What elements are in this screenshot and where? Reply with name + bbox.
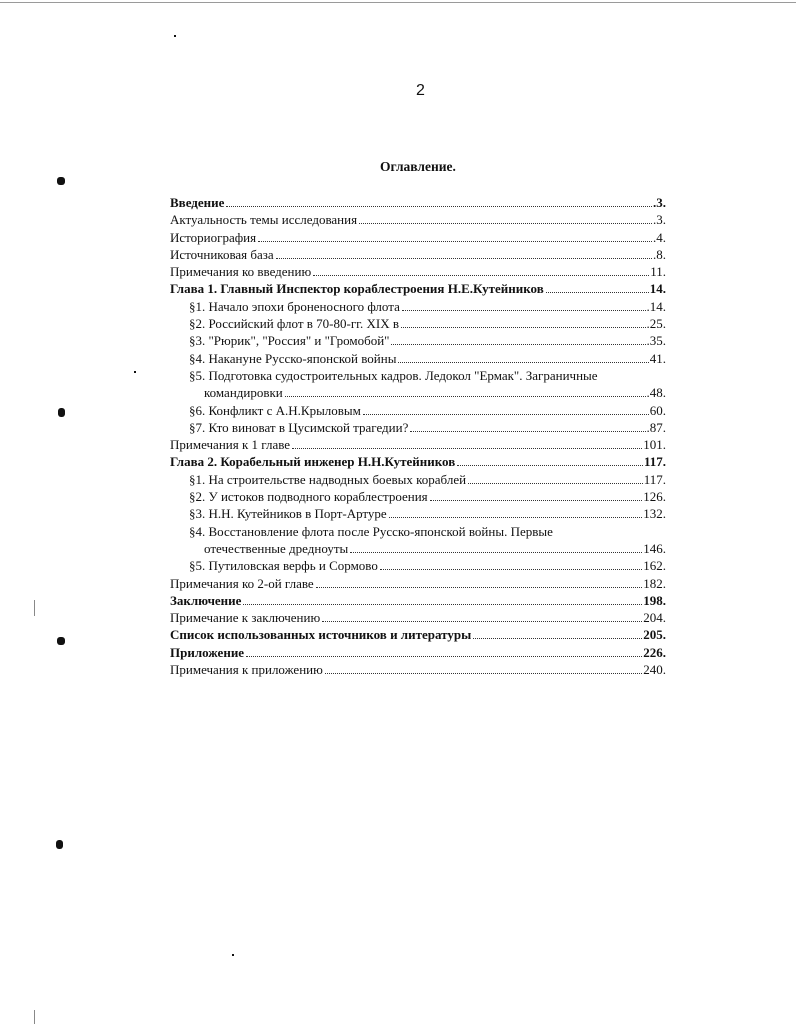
- toc-entry: [170, 246, 666, 263]
- toc-entry: [170, 194, 666, 211]
- toc-entry-page: 182.: [643, 575, 666, 591]
- toc-entry: [170, 575, 666, 592]
- toc-entry-label: §1. Начало эпохи броненосного флота: [189, 298, 400, 314]
- toc-entry-page: 146.: [643, 540, 666, 556]
- toc-entry: [170, 505, 666, 522]
- toc-leader-dots: [322, 621, 642, 622]
- toc-entry: [170, 453, 666, 470]
- toc-entry-label: Актуальность темы исследования: [170, 212, 358, 228]
- toc-leader-dots: [473, 638, 642, 639]
- toc-entry-label: §6. Конфликт с А.Н.Крыловым: [189, 402, 361, 418]
- toc-entry: [170, 523, 666, 540]
- toc-entry-label: Примечание к заключению: [170, 610, 321, 626]
- toc-entry-label: §4. Восстановление флота после Русско-японской войны. Первые: [189, 523, 553, 539]
- toc-leader-dots: [430, 500, 643, 501]
- toc-entry: [170, 644, 666, 661]
- toc-leader-dots: [402, 310, 646, 311]
- binding-mark: [56, 840, 63, 849]
- binding-mark: [57, 637, 65, 645]
- toc-entry-label: Заключение: [170, 592, 242, 608]
- toc-leader-dots: [226, 206, 652, 207]
- toc-entry-page: .25.: [646, 316, 666, 332]
- toc-entry: [170, 402, 666, 419]
- toc-entry: [170, 367, 666, 384]
- toc-entry-page: .35.: [646, 333, 666, 349]
- toc-entry-page: 226.: [643, 644, 666, 660]
- toc-entry-page: 117.: [643, 454, 666, 470]
- toc-leader-dots: [285, 396, 646, 397]
- toc-entry: [170, 419, 666, 436]
- toc-entry-page: .4.: [653, 229, 666, 245]
- toc-leader-dots: [316, 587, 643, 588]
- toc-entry-label: Введение: [170, 195, 225, 210]
- toc-entry-label: §5. Подготовка судостроительных кадров. Ледокол "Ермак". Заграничные: [189, 367, 598, 383]
- toc-entry-page: 162.: [643, 558, 666, 574]
- scan-line: [34, 600, 35, 616]
- toc-entry-page: 117.: [643, 471, 666, 487]
- toc-leader-dots: [258, 241, 652, 242]
- toc-entry-page: .87.: [646, 419, 666, 435]
- toc-entry: [170, 557, 666, 574]
- toc-entry-page: 60.: [649, 402, 666, 418]
- top-rule: [0, 2, 796, 3]
- scan-line: [34, 1010, 35, 1024]
- toc-leader-dots: [468, 483, 643, 484]
- toc-entry-page: 41.: [649, 350, 666, 366]
- toc-entry-page: 198.: [643, 592, 666, 608]
- binding-mark: [58, 408, 65, 417]
- toc-leader-dots: [391, 344, 645, 345]
- toc-leader-dots: [292, 448, 642, 449]
- scan-dot: [174, 35, 176, 37]
- toc-entry-label: командировки: [204, 385, 283, 401]
- toc-entry-label: Примечания к 1 главе: [170, 437, 291, 453]
- toc-entry: [170, 592, 666, 609]
- toc-leader-dots: [457, 465, 643, 466]
- toc-leader-dots: [325, 673, 642, 674]
- toc-entry-label: Примечания ко 2-ой главе: [170, 575, 314, 591]
- toc-entry: [170, 315, 666, 332]
- toc-entry-page: .3.: [653, 195, 666, 210]
- toc-entry: [170, 436, 666, 453]
- scan-dot: [232, 954, 234, 956]
- toc-entry-label: §4. Накануне Русско-японской войны: [189, 350, 397, 366]
- toc-entry: [170, 661, 666, 678]
- toc-entry: [170, 488, 666, 505]
- toc-leader-dots: [389, 517, 643, 518]
- toc-entry-page: 14.: [649, 281, 666, 297]
- toc-entry-page: 204.: [643, 610, 666, 626]
- toc-entry-label: Глава 2. Корабельный инженер Н.Н.Кутейников: [170, 454, 456, 470]
- table-of-contents: [170, 194, 666, 678]
- toc-entry-label: Глава 1. Главный Инспектор кораблестроения Н.Е.Кутейников: [170, 281, 544, 297]
- toc-entry-label: §2. Российский флот в 70-80-гг. XIX в: [189, 316, 400, 332]
- toc-entry: [170, 540, 666, 557]
- toc-leader-dots: [246, 656, 642, 657]
- toc-entry-page: .14.: [646, 298, 666, 314]
- toc-entry-page: 101.: [643, 437, 666, 453]
- toc-entry-label: отечественные дредноуты: [204, 540, 349, 556]
- scan-dot: [134, 371, 136, 373]
- toc-entry-page: .8.: [653, 246, 666, 262]
- binding-mark: [57, 177, 65, 185]
- toc-entry-label: §7. Кто виноват в Цусимской трагедии?: [189, 419, 409, 435]
- toc-entry: [170, 229, 666, 246]
- toc-leader-dots: [350, 552, 642, 553]
- toc-entry-page: 11.: [650, 264, 666, 280]
- toc-entry-label: Историография: [170, 229, 257, 245]
- toc-leader-dots: [401, 327, 645, 328]
- toc-entry: [170, 350, 666, 367]
- toc-entry: [170, 384, 666, 401]
- toc-entry-page: .48.: [646, 385, 666, 401]
- toc-entry-page: 205.: [643, 627, 666, 643]
- toc-entry-label: §2. У истоков подводного кораблестроения: [189, 489, 428, 505]
- toc-leader-dots: [410, 431, 645, 432]
- toc-entry: [170, 263, 666, 280]
- toc-leader-dots: [398, 362, 648, 363]
- toc-leader-dots: [276, 258, 652, 259]
- toc-entry-label: Приложение: [170, 644, 245, 660]
- toc-entry-page: 126.: [643, 489, 666, 505]
- toc-leader-dots: [313, 275, 649, 276]
- toc-leader-dots: [363, 414, 649, 415]
- toc-entry: [170, 298, 666, 315]
- toc-leader-dots: [243, 604, 642, 605]
- toc-entry: [170, 626, 666, 643]
- toc-leader-dots: [380, 569, 642, 570]
- toc-entry: [170, 609, 666, 626]
- toc-entry: [170, 211, 666, 228]
- toc-leader-dots: [546, 292, 649, 293]
- toc-entry-label: Примечания ко введению: [170, 264, 312, 280]
- toc-entry-page: 240.: [643, 662, 666, 678]
- toc-entry-label: §3. "Рюрик", "Россия" и "Громобой": [189, 333, 390, 349]
- toc-entry: [170, 280, 666, 297]
- toc-entry-page: .3.: [653, 212, 666, 228]
- toc-entry: [170, 471, 666, 488]
- toc-entry: [170, 332, 666, 349]
- toc-entry-label: §1. На строительстве надводных боевых кораблей: [189, 471, 467, 487]
- toc-entry-label: Источниковая база: [170, 246, 274, 262]
- page-number: 2: [416, 82, 425, 99]
- toc-entry-page: 132.: [643, 506, 666, 522]
- toc-entry-label: Примечания к приложению: [170, 662, 323, 678]
- toc-entry-label: §3. Н.Н. Кутейников в Порт-Артуре: [189, 506, 387, 522]
- toc-title: Оглавление.: [380, 159, 456, 174]
- toc-entry-label: Список использованных источников и литературы: [170, 627, 472, 643]
- toc-entry-label: §5. Путиловская верфь и Сормово: [189, 558, 378, 574]
- toc-leader-dots: [359, 223, 652, 224]
